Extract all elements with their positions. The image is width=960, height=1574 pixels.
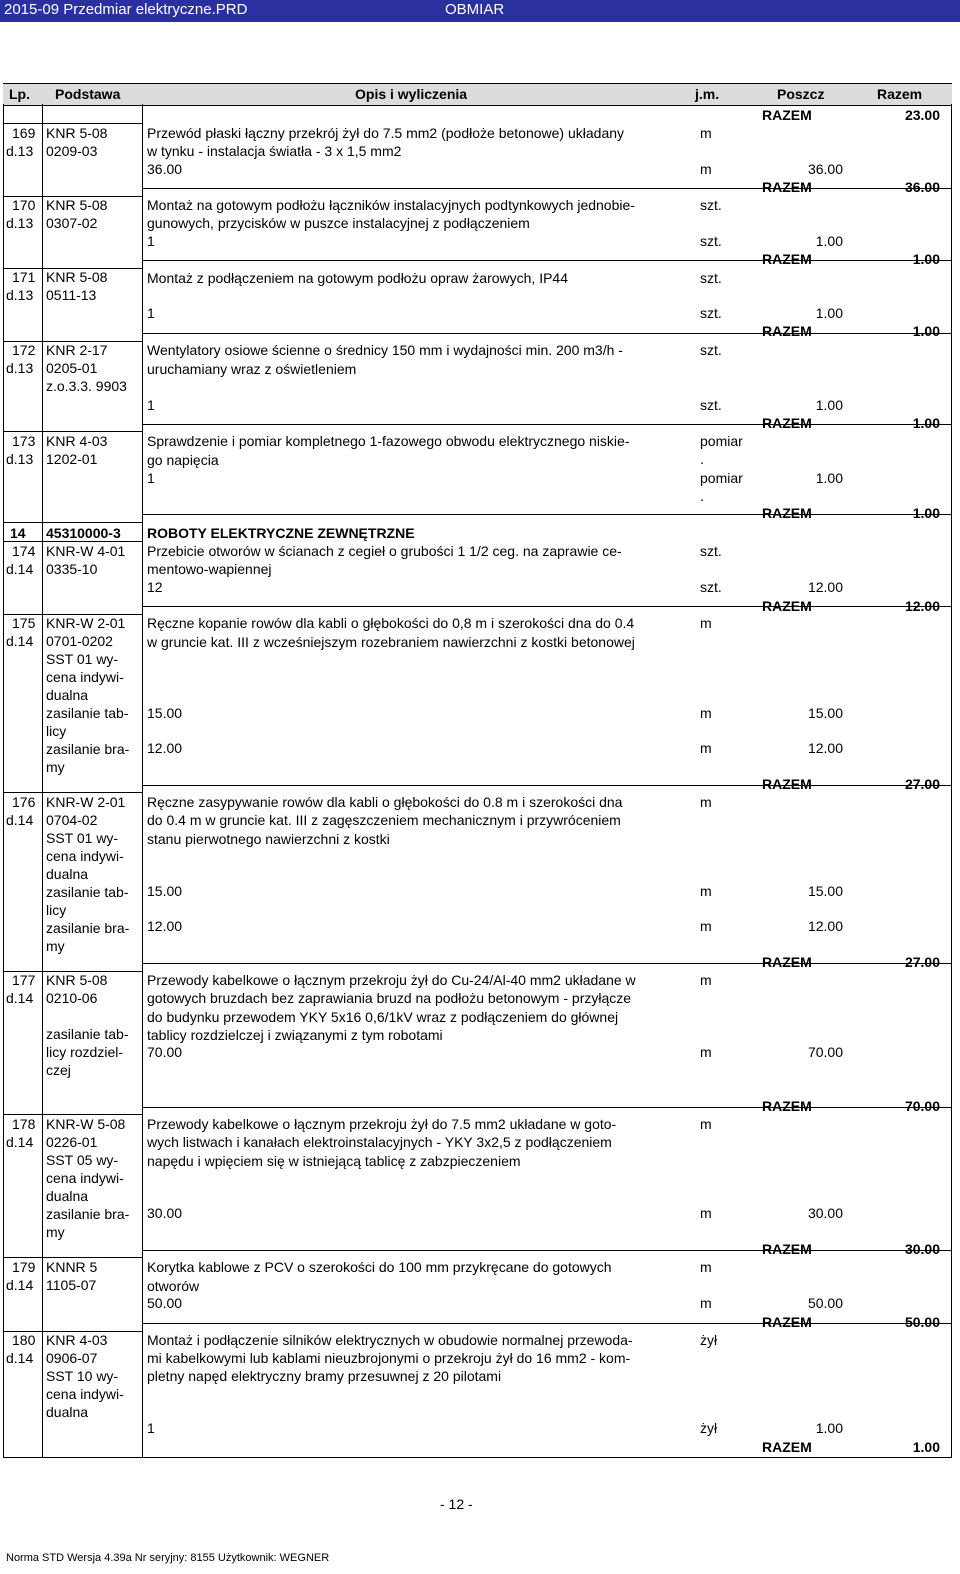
razem-value: 70.00 xyxy=(904,1098,940,1114)
partial-value: 50.00 xyxy=(807,1295,843,1311)
partial-value: 1.00 xyxy=(815,305,843,321)
document-title-bar xyxy=(0,0,960,22)
partial-value: 12.00 xyxy=(807,918,843,934)
item-description: wych listwach i kanałach elektroinstalacyjnych - YKY 3x2,5 z podłączeniem xyxy=(147,1134,612,1150)
row-divider xyxy=(3,1114,143,1115)
calculation-unit: m xyxy=(700,161,712,177)
partial-value: 36.00 xyxy=(807,161,843,177)
item-description: Montaż na gotowym podłożu łączników instalacyjnych podtynkowych jednobie- xyxy=(147,197,635,213)
calculation-unit: . xyxy=(700,488,704,504)
basis-code: cena indywi- xyxy=(46,1386,124,1402)
razem-label: RAZEM xyxy=(762,1314,812,1330)
unit-of-measure: żył xyxy=(700,1332,718,1348)
item-description: Przewody kabelkowe o łącznym przekroju żył do 7.5 mm2 układane w goto- xyxy=(147,1116,617,1132)
column-divider xyxy=(142,104,143,1458)
basis-code: my xyxy=(46,759,65,775)
calculation-expression: 1 xyxy=(147,397,155,413)
basis-code: czej xyxy=(46,1062,71,1078)
item-number: 170 xyxy=(12,197,36,213)
basis-code: licy rozdziel- xyxy=(46,1044,124,1060)
basis-code: KNR-W 5-08 xyxy=(46,1116,126,1132)
calculation-unit: szt. xyxy=(700,579,722,595)
basis-code: KNR 5-08 xyxy=(46,972,108,988)
item-description: w tynku - instalacja światła - 3 x 1,5 mm2 xyxy=(147,143,402,159)
basis-code: KNR 5-08 xyxy=(46,125,108,141)
basis-code: SST 05 wy- xyxy=(46,1152,119,1168)
basis-code: 0701-0202 xyxy=(46,633,113,649)
section-code: 45310000-3 xyxy=(46,525,121,541)
basis-code: zasilanie tab- xyxy=(46,705,129,721)
basis-code: KNR 4-03 xyxy=(46,433,108,449)
item-description: Korytka kablowe z PCV o szerokości do 100 mm przykręcane do gotowych xyxy=(147,1259,612,1275)
row-divider xyxy=(3,541,143,542)
basis-code: my xyxy=(46,1224,65,1240)
basis-code: z.o.3.3. 9903 xyxy=(46,378,127,394)
item-number: d.14 xyxy=(6,633,34,649)
razem-value: 1.00 xyxy=(912,1439,940,1455)
item-number: 173 xyxy=(12,433,36,449)
basis-code: dualna xyxy=(46,1188,89,1204)
item-description: Przebicie otworów w ścianach z cegieł o grubości 1 1/2 ceg. na zaprawie ce- xyxy=(147,543,622,559)
item-number: 174 xyxy=(12,543,36,559)
document-type-title: OBMIAR xyxy=(445,1,505,18)
unit-of-measure: szt. xyxy=(700,270,722,286)
basis-code: 0307-02 xyxy=(46,215,98,231)
item-description: Ręczne kopanie rowów dla kabli o głębokości do 0,8 m i szerokości dna do 0.4 xyxy=(147,615,635,631)
basis-code: SST 01 wy- xyxy=(46,830,119,846)
row-divider xyxy=(3,341,143,342)
item-description: do 0.4 m w gruncie kat. III z zagęszczeniem mechanicznym i przywróceniem xyxy=(147,812,621,828)
row-divider xyxy=(3,1257,143,1258)
row-divider xyxy=(143,1323,952,1324)
item-number: d.14 xyxy=(6,990,34,1006)
unit-of-measure: szt. xyxy=(700,342,722,358)
razem-label: RAZEM xyxy=(762,415,812,431)
item-description: Przewód płaski łączny przekrój żył do 7.5 mm2 (podłoże betonowe) układany xyxy=(147,125,625,141)
item-description: gotowych bruzdach bez zaprawiania bruzd na podłożu betonowym - przyłącze xyxy=(147,990,632,1006)
item-number: d.13 xyxy=(6,143,34,159)
basis-code: cena indywi- xyxy=(46,1170,124,1186)
basis-code: 0704-02 xyxy=(46,812,98,828)
row-divider xyxy=(143,260,952,261)
calculation-unit: szt. xyxy=(700,397,722,413)
row-divider xyxy=(3,431,143,432)
basis-code: KNNR 5 xyxy=(46,1259,98,1275)
razem-value: 23.00 xyxy=(904,107,940,123)
item-number: d.13 xyxy=(6,287,34,303)
basis-code: KNR-W 4-01 xyxy=(46,543,126,559)
basis-code: dualna xyxy=(46,687,89,703)
calculation-unit: szt. xyxy=(700,233,722,249)
calculation-unit: pomiar xyxy=(700,470,743,486)
item-number: d.13 xyxy=(6,360,34,376)
basis-code: 1202-01 xyxy=(46,451,98,467)
basis-code: 0210-06 xyxy=(46,990,98,1006)
calculation-expression: 1 xyxy=(147,1420,155,1436)
calculation-unit: m xyxy=(700,1205,712,1221)
calculation-expression: 1 xyxy=(147,470,155,486)
calculation-expression: 30.00 xyxy=(147,1205,183,1221)
razem-value: 30.00 xyxy=(904,1241,940,1257)
calculation-expression: 15.00 xyxy=(147,705,183,721)
row-divider xyxy=(143,1250,952,1251)
section-title: ROBOTY ELEKTRYCZNE ZEWNĘTRZNE xyxy=(147,525,415,541)
calculation-unit: m xyxy=(700,918,712,934)
partial-value: 15.00 xyxy=(807,883,843,899)
basis-code: my xyxy=(46,938,65,954)
razem-label: RAZEM xyxy=(762,598,812,614)
item-description: go napięcia xyxy=(147,452,219,468)
unit-of-measure: m xyxy=(700,1116,712,1132)
razem-label: RAZEM xyxy=(762,1241,812,1257)
razem-label: RAZEM xyxy=(762,107,812,123)
razem-label: RAZEM xyxy=(762,505,812,521)
partial-value: 70.00 xyxy=(807,1044,843,1060)
calculation-unit: żył xyxy=(700,1420,718,1436)
item-number: 176 xyxy=(12,794,36,810)
partial-value: 1.00 xyxy=(815,470,843,486)
header-jm: j.m. xyxy=(695,86,720,102)
row-divider xyxy=(143,963,952,964)
row-divider xyxy=(143,785,952,786)
razem-value: 50.00 xyxy=(904,1314,940,1330)
razem-value: 27.00 xyxy=(904,954,940,970)
unit-of-measure: m xyxy=(700,794,712,810)
item-description: Przewody kabelkowe o łącznym przekroju żył do Cu-24/Al-40 mm2 układane w xyxy=(147,972,636,988)
calculation-expression: 50.00 xyxy=(147,1295,183,1311)
unit-of-measure: m xyxy=(700,615,712,631)
basis-code: KNR-W 2-01 xyxy=(46,615,126,631)
item-number: 179 xyxy=(12,1259,36,1275)
row-divider xyxy=(3,123,143,124)
section-number: 14 xyxy=(10,525,26,541)
razem-label: RAZEM xyxy=(762,954,812,970)
item-description: gunowych, przycisków w puszce instalacyjnej z podłączeniem xyxy=(147,215,530,231)
basis-code: 0511-13 xyxy=(46,287,97,303)
unit-of-measure: m xyxy=(700,125,712,141)
basis-code: licy xyxy=(46,902,67,918)
item-description: Sprawdzenie i pomiar kompletnego 1-fazowego obwodu elektrycznego niskie- xyxy=(147,433,630,449)
item-number: d.14 xyxy=(6,1277,34,1293)
partial-value: 30.00 xyxy=(807,1205,843,1221)
partial-value: 12.00 xyxy=(807,740,843,756)
row-divider xyxy=(3,268,143,269)
item-number: 172 xyxy=(12,342,36,358)
unit-of-measure: pomiar xyxy=(700,433,743,449)
item-number: 178 xyxy=(12,1116,36,1132)
item-number: d.13 xyxy=(6,451,34,467)
calculation-unit: szt. xyxy=(700,305,722,321)
razem-label: RAZEM xyxy=(762,179,812,195)
item-description: napędu i wpięciem się w istniejącą tablicę z zabzpieczeniem xyxy=(147,1153,521,1169)
basis-code: cena indywi- xyxy=(46,848,124,864)
basis-code: 0335-10 xyxy=(46,561,98,577)
basis-code: SST 01 wy- xyxy=(46,651,119,667)
basis-code: zasilanie bra- xyxy=(46,920,130,936)
razem-value: 1.00 xyxy=(912,251,940,267)
basis-code: KNR 5-08 xyxy=(46,269,108,285)
razem-label: RAZEM xyxy=(762,251,812,267)
basis-code: SST 10 wy- xyxy=(46,1368,119,1384)
item-description: otworów xyxy=(147,1278,200,1294)
calculation-expression: 1 xyxy=(147,305,155,321)
razem-value: 36.00 xyxy=(904,179,940,195)
header-poszcz: Poszcz xyxy=(777,86,825,102)
basis-code: 0205-01 xyxy=(46,360,98,376)
item-description: uruchamiany wraz z oświetleniem xyxy=(147,361,357,377)
basis-code: zasilanie tab- xyxy=(46,884,129,900)
item-description: do budynku przewodem YKY 5x16 0,6/1kV wraz z podłączeniem do głównej xyxy=(147,1009,619,1025)
item-description: pletny napęd elektryczny bramy przesuwnej z 20 pilotami xyxy=(147,1368,502,1384)
calculation-expression: 12.00 xyxy=(147,740,183,756)
row-divider xyxy=(3,971,143,972)
page-number: - 12 - xyxy=(440,1496,473,1512)
item-number: 177 xyxy=(12,972,36,988)
row-divider xyxy=(143,514,952,515)
item-description: mi kabelkowymi lub kablami nieuzbrojonymi o przekroju żył do 16 mm2 - kom- xyxy=(147,1350,631,1366)
partial-value: 1.00 xyxy=(815,1420,843,1436)
item-description: w gruncie kat. III z wcześniejszym rozebraniem nawierzchni z kostki betonowej xyxy=(147,634,635,650)
partial-value: 15.00 xyxy=(807,705,843,721)
basis-code: KNR 5-08 xyxy=(46,197,108,213)
calculation-unit: m xyxy=(700,883,712,899)
header-opis: Opis i wyliczenia xyxy=(355,86,468,102)
unit-of-measure: szt. xyxy=(700,197,722,213)
basis-code: 0226-01 xyxy=(46,1134,98,1150)
basis-code: KNR 2-17 xyxy=(46,342,108,358)
razem-value: 1.00 xyxy=(912,323,940,339)
basis-code: zasilanie bra- xyxy=(46,741,130,757)
table-header xyxy=(3,83,952,106)
item-description: Ręczne zasypywanie rowów dla kabli o głębokości do 0.8 m i szerokości dna xyxy=(147,794,623,810)
header-podstawa: Podstawa xyxy=(55,86,121,102)
razem-value: 12.00 xyxy=(904,598,940,614)
razem-value: 27.00 xyxy=(904,776,940,792)
item-number: 175 xyxy=(12,615,36,631)
item-number: d.13 xyxy=(6,215,34,231)
item-number: d.14 xyxy=(6,561,34,577)
basis-code: cena indywi- xyxy=(46,669,124,685)
item-description: mentowo-wapiennej xyxy=(147,561,272,577)
calculation-expression: 70.00 xyxy=(147,1044,183,1060)
basis-code: 1105-07 xyxy=(46,1277,97,1293)
unit-of-measure: szt. xyxy=(700,543,722,559)
calculation-unit: m xyxy=(700,740,712,756)
razem-label: RAZEM xyxy=(762,323,812,339)
row-divider xyxy=(3,792,143,793)
file-name: 2015-09 Przedmiar elektryczne.PRD xyxy=(4,1,248,18)
calculation-unit: m xyxy=(700,705,712,721)
basis-code: dualna xyxy=(46,866,89,882)
row-divider xyxy=(3,1331,143,1332)
item-number: d.14 xyxy=(6,1350,34,1366)
calculation-unit: m xyxy=(700,1295,712,1311)
row-divider xyxy=(3,614,143,615)
item-number: d.14 xyxy=(6,1134,34,1150)
basis-code: zasilanie bra- xyxy=(46,1206,130,1222)
item-number: 171 xyxy=(12,269,36,285)
item-number: 169 xyxy=(12,125,36,141)
item-number: d.14 xyxy=(6,812,34,828)
row-divider xyxy=(3,196,143,197)
basis-code: licy xyxy=(46,723,67,739)
header-lp: Lp. xyxy=(9,86,30,102)
basis-code: 0209-03 xyxy=(46,143,98,159)
calculation-expression: 36.00 xyxy=(147,161,183,177)
calculation-expression: 1 xyxy=(147,233,155,249)
razem-value: 1.00 xyxy=(912,415,940,431)
row-divider xyxy=(143,606,952,607)
partial-value: 1.00 xyxy=(815,233,843,249)
partial-value: 12.00 xyxy=(807,579,843,595)
calculation-expression: 15.00 xyxy=(147,883,183,899)
row-divider xyxy=(143,188,952,189)
partial-value: 1.00 xyxy=(815,397,843,413)
razem-label: RAZEM xyxy=(762,776,812,792)
item-description: Wentylatory osiowe ścienne o średnicy 150 mm i wydajności min. 200 m3/h - xyxy=(147,342,623,358)
row-divider xyxy=(143,424,952,425)
item-description: Montaż z podłączeniem na gotowym podłożu opraw żarowych, IP44 xyxy=(147,270,568,286)
basis-code: 0906-07 xyxy=(46,1350,98,1366)
razem-label: RAZEM xyxy=(762,1098,812,1114)
basis-code: zasilanie tab- xyxy=(46,1026,129,1042)
item-description: Montaż i podłączenie silników elektrycznych w obudowie normalnej przewoda- xyxy=(147,1332,633,1348)
software-footer: Norma STD Wersja 4.39a Nr seryjny: 8155 Użytkownik: WEGNER xyxy=(6,1552,330,1564)
unit-of-measure: m xyxy=(700,1259,712,1275)
row-divider xyxy=(143,333,952,334)
unit-of-measure: m xyxy=(700,972,712,988)
calculation-expression: 12.00 xyxy=(147,918,183,934)
basis-code: dualna xyxy=(46,1404,89,1420)
calculation-unit: m xyxy=(700,1044,712,1060)
header-razem: Razem xyxy=(877,86,923,102)
razem-label: RAZEM xyxy=(762,1439,812,1455)
item-description: stanu pierwotnego nawierzchni z kostki xyxy=(147,831,390,847)
item-description: tablicy rozdzielczej i związanymi z tym robotami xyxy=(147,1027,443,1043)
razem-value: 1.00 xyxy=(912,505,940,521)
item-number: 180 xyxy=(12,1332,36,1348)
unit-of-measure: . xyxy=(700,451,704,467)
basis-code: KNR-W 2-01 xyxy=(46,794,126,810)
calculation-expression: 12 xyxy=(147,579,163,595)
row-divider xyxy=(143,1107,952,1108)
basis-code: KNR 4-03 xyxy=(46,1332,108,1348)
column-divider xyxy=(42,104,43,1458)
row-divider xyxy=(3,522,143,523)
